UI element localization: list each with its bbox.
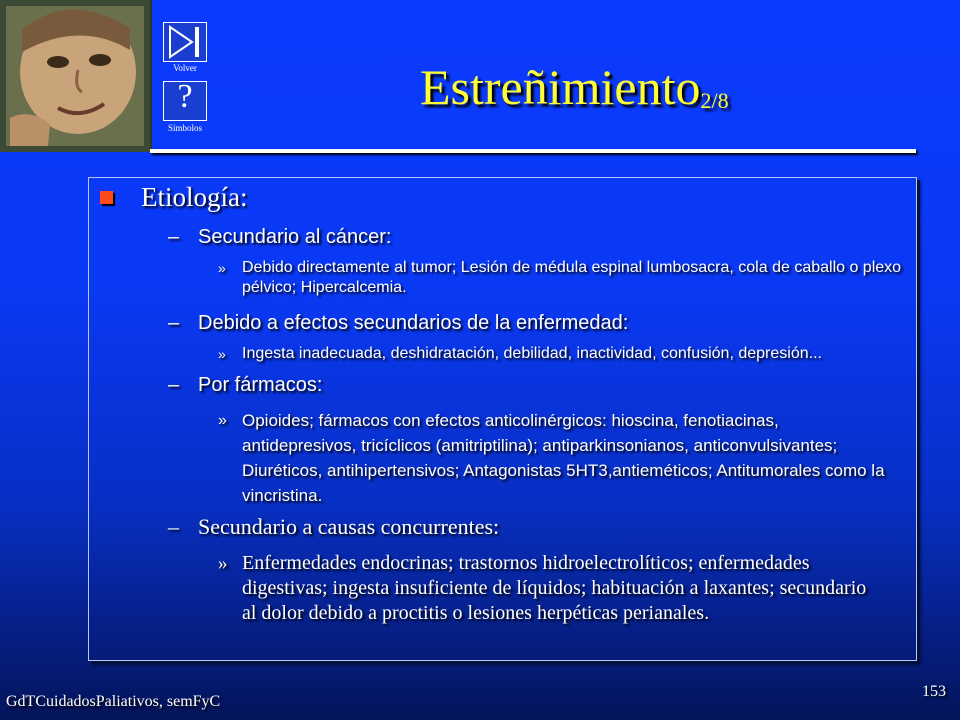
square-bullet-icon xyxy=(100,191,113,204)
page-number: 153 xyxy=(922,683,946,700)
symbols-label: Símbolos xyxy=(167,123,202,133)
footer-credit: GdTCuidadosPaliativos, semFyC xyxy=(6,693,221,710)
section-label-text: Por fármacos: xyxy=(198,374,323,396)
section-label-text: Secundario a causas concurrentes: xyxy=(198,514,500,539)
list-item xyxy=(218,551,878,626)
dash-icon: – xyxy=(168,226,180,248)
section-label xyxy=(168,374,322,397)
raquo-icon: » xyxy=(218,553,228,574)
section-label xyxy=(168,514,499,540)
question-icon: ? xyxy=(177,78,193,115)
section-label xyxy=(168,226,391,249)
list-item-text: Ingesta inadecuada, deshidratación, debilidad, inactividad, confusión, depresión... xyxy=(242,345,822,362)
list-item xyxy=(218,344,908,364)
section-label-text: Secundario al cáncer: xyxy=(198,226,392,248)
list-item-text: Debido directamente al tumor; Lesión de médula espinal lumbosacra, cola de caballo o plexo pélvico; Hipercalcemia. xyxy=(242,259,902,296)
section-label xyxy=(168,312,628,335)
raquo-icon: » xyxy=(218,346,226,362)
slide-title xyxy=(420,58,729,116)
heading-etiologia xyxy=(100,182,247,213)
dash-icon: – xyxy=(168,514,179,539)
list-item xyxy=(218,258,908,298)
raquo-icon: » xyxy=(218,412,227,429)
title-divider xyxy=(150,149,916,153)
list-item-text: Opioides; fármacos con efectos anticolinérgicos: hioscina, fenotiacinas, antidepresivos, tricíclicos (amitriptilina); antiparkinsonianos, anticonvulsivantes; Diuréticos, antihipertensivos; Antagonistas 5HT3,antieméticos; Antitumorales como la vincristina. xyxy=(242,411,885,505)
title-page-fraction: 2/8 xyxy=(700,88,729,113)
heading-text: Etiología: xyxy=(141,182,248,212)
dash-icon: – xyxy=(168,374,180,396)
dash-icon: – xyxy=(168,312,180,334)
back-label: Volver xyxy=(173,63,197,73)
play-back-icon xyxy=(164,23,206,61)
back-button[interactable] xyxy=(163,22,207,62)
section-label-text: Debido a efectos secundarios de la enfermedad: xyxy=(198,312,629,334)
raquo-icon: » xyxy=(218,260,226,276)
list-item-text: Enfermedades endocrinas; trastornos hidroelectrolíticos; enfermedades digestivas; ingesta insuficiente de líquidos; habituación a laxantes; secundario al dolor debido a proctitis o lesiones herpéticas perianales. xyxy=(242,552,867,624)
symbols-button[interactable] xyxy=(163,78,207,121)
face-painting-logo xyxy=(0,0,152,152)
title-main: Estreñimiento xyxy=(420,59,701,115)
list-item xyxy=(218,408,888,508)
